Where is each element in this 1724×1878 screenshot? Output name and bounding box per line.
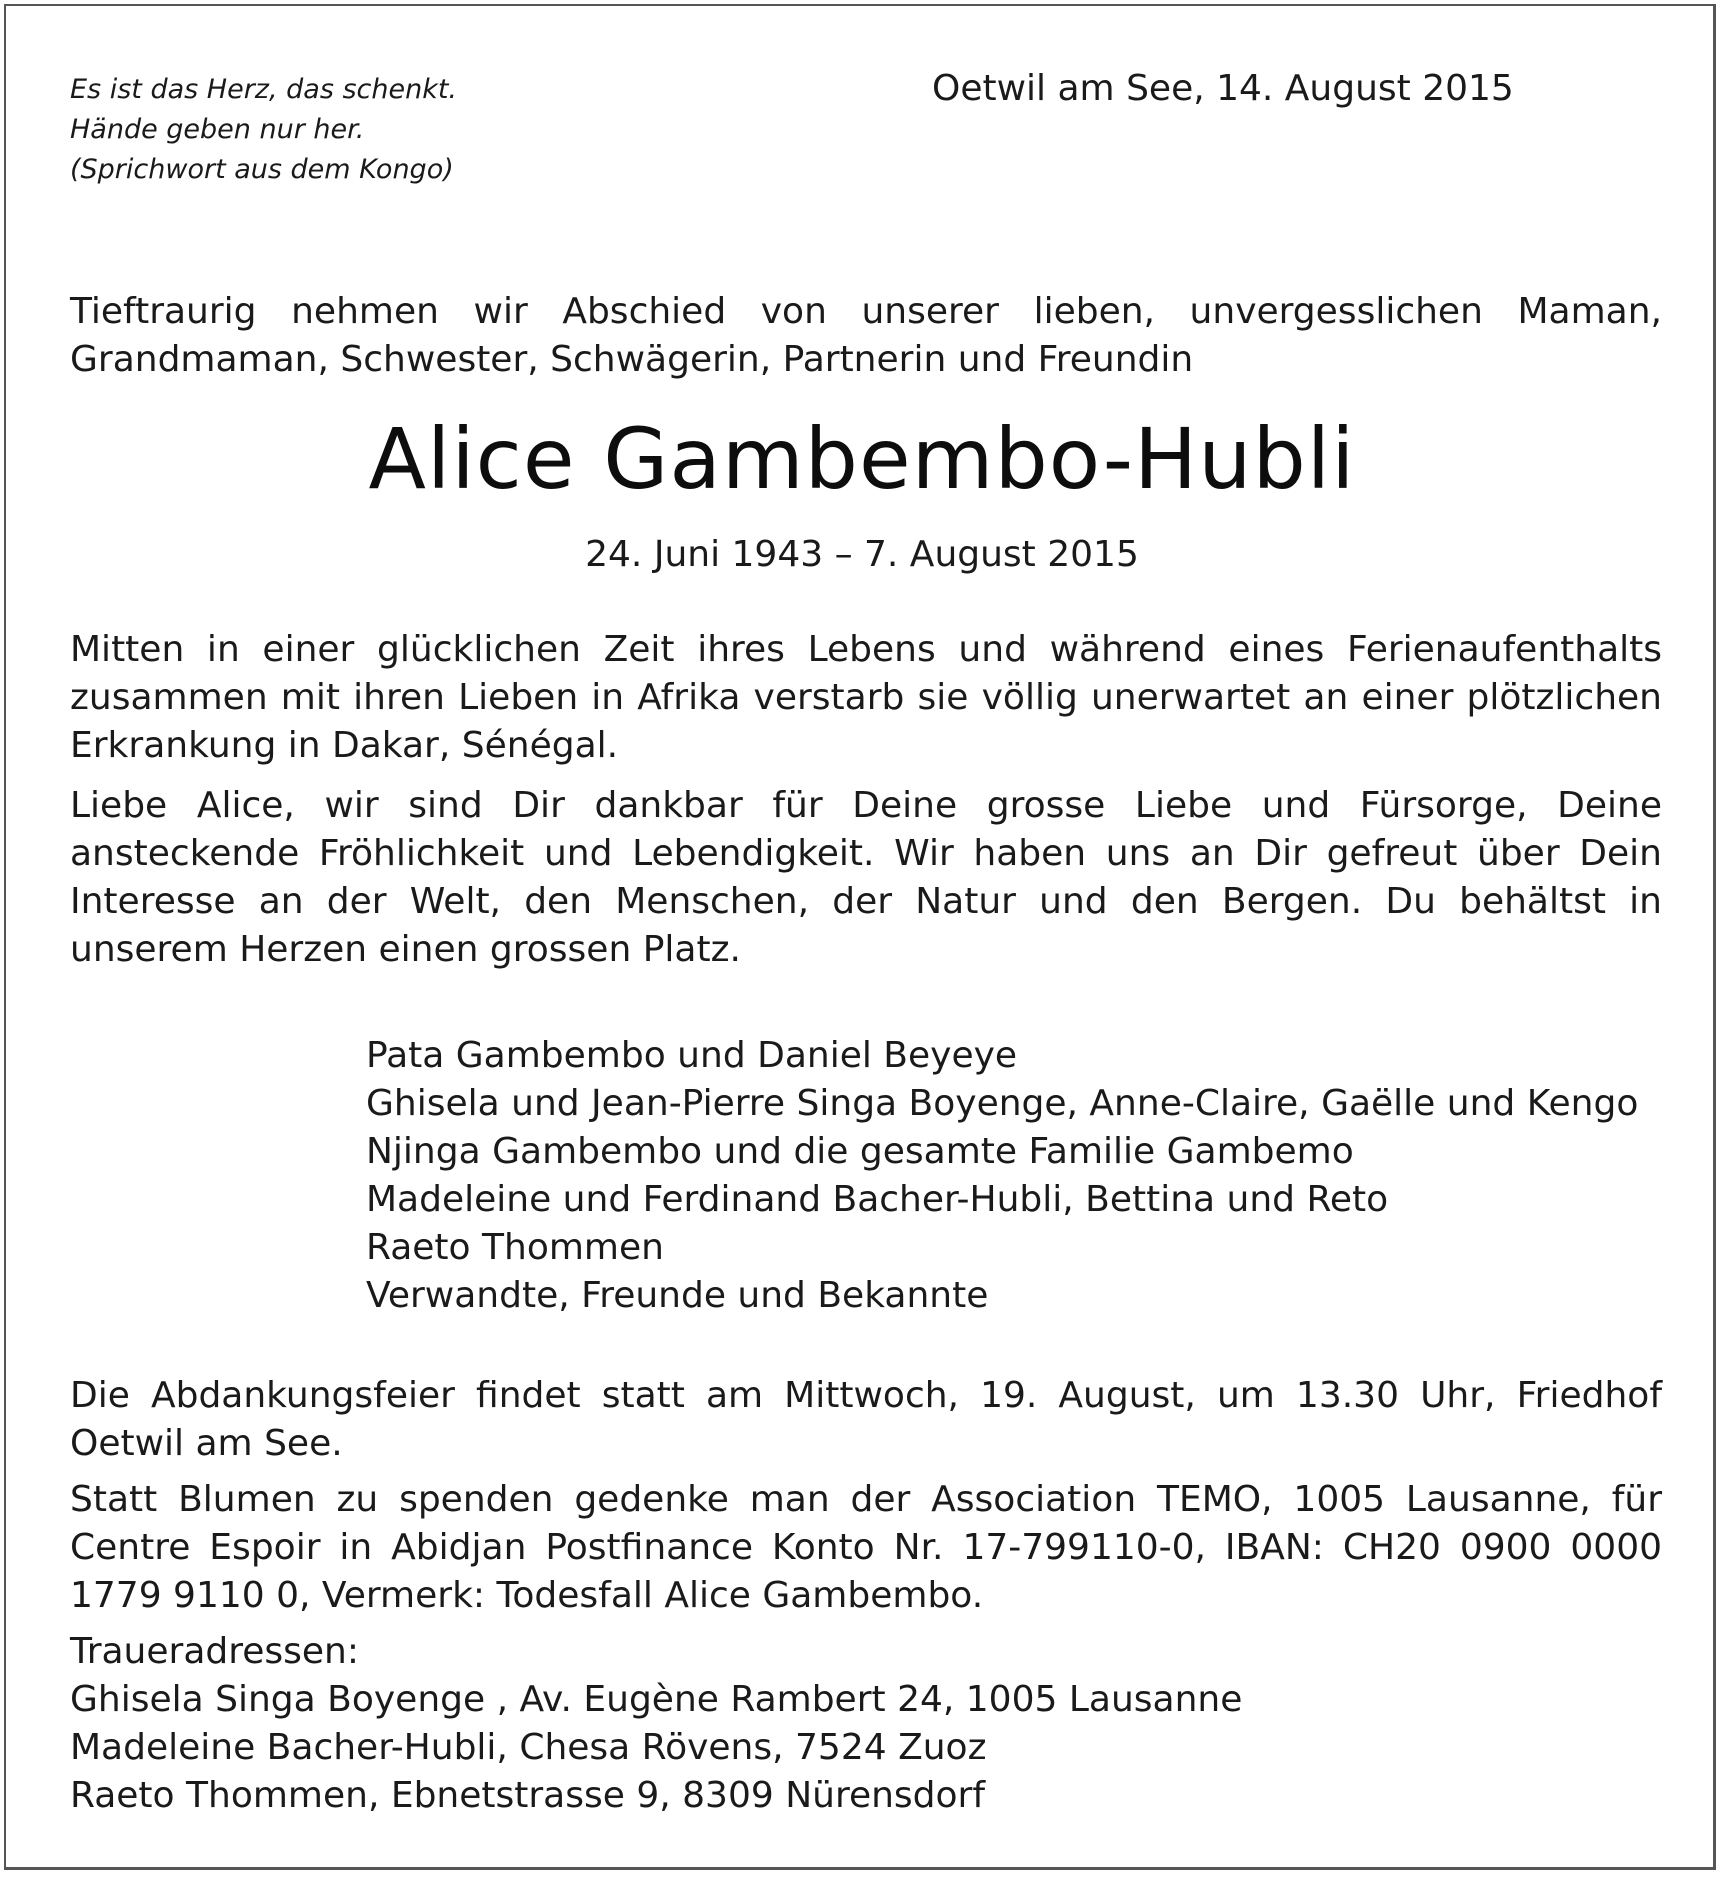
obituary-notice (4, 4, 1716, 1870)
mourner-line: Pata Gambembo und Daniel Beyeye (366, 1035, 1018, 1076)
intro-text: Tieftraurig nehmen wir Abschied von unserer lieben, unvergesslichen Maman, Grandmaman, Schwester, Schwägerin, Partnerin und Freundin (70, 291, 1662, 380)
place-and-date: Oetwil am See, 14. August 2015 (932, 68, 1514, 109)
ceremony-info: Die Abdankungsfeier findet statt am Mittwoch, 19. August, um 13.30 Uhr, Friedhof Oetwil am See. (70, 1375, 1662, 1464)
life-dates: 24. Juni 1943 – 7. August 2015 (585, 534, 1139, 575)
deceased-name: Alice Gambembo-Hubli (368, 410, 1356, 508)
epigraph-quote (70, 70, 457, 190)
paragraph-tribute: Liebe Alice, wir sind Dir dankbar für Deine grosse Liebe und Fürsorge, Deine ansteckende Fröhlichkeit und Lebendigkeit. Wir haben uns an Dir gefreut über Dein Interesse an der Welt, den Menschen, der Natur und den Bergen. Du behältst in unserem Herzen einen grossen Platz. (70, 785, 1662, 970)
mourner-line: Madeleine und Ferdinand Bacher-Hubli, Bettina und Reto (366, 1179, 1389, 1220)
mourner-line: Ghisela und Jean-Pierre Singa Boyenge, Anne-Claire, Gaëlle und Kengo (366, 1083, 1639, 1124)
mourner-line: Raeto Thommen (366, 1227, 664, 1268)
mourner-line: Njinga Gambembo und die gesamte Familie Gambemo (366, 1131, 1354, 1172)
mourner-line: Verwandte, Freunde und Bekannte (366, 1275, 989, 1316)
paragraph-circumstances: Mitten in einer glücklichen Zeit ihres Lebens und während eines Ferienaufenthalts zusammen mit ihren Lieben in Afrika verstarb sie völlig unerwartet an einer plötzlichen Erkrankung in Dakar, Sénégal. (70, 629, 1662, 766)
address-line: Madeleine Bacher-Hubli, Chesa Rövens, 7524 Zuoz (70, 1727, 987, 1768)
mourners-list (366, 1032, 1638, 1320)
address-line: Ghisela Singa Boyenge , Av. Eugène Rambert 24, 1005 Lausanne (70, 1679, 1243, 1720)
quote-line: Es ist das Herz, das schenkt. (70, 74, 458, 105)
address-line: Raeto Thommen, Ebnetstrasse 9, 8309 Nürensdorf (70, 1775, 986, 1816)
quote-line: Hände geben nur her. (70, 114, 365, 145)
mourning-addresses (70, 1628, 1242, 1820)
addresses-heading: Traueradressen: (70, 1631, 360, 1672)
quote-source: (Sprichwort aus dem Kongo) (70, 154, 454, 185)
donation-info: Statt Blumen zu spenden gedenke man der Association TEMO, 1005 Lausanne, für Centre Espoir in Abidjan Postfinance Konto Nr. 17-799110-0, IBAN: CH20 0900 0000 1779 9110 0, Vermerk: Todesfall Alice Gambembo. (70, 1479, 1662, 1616)
